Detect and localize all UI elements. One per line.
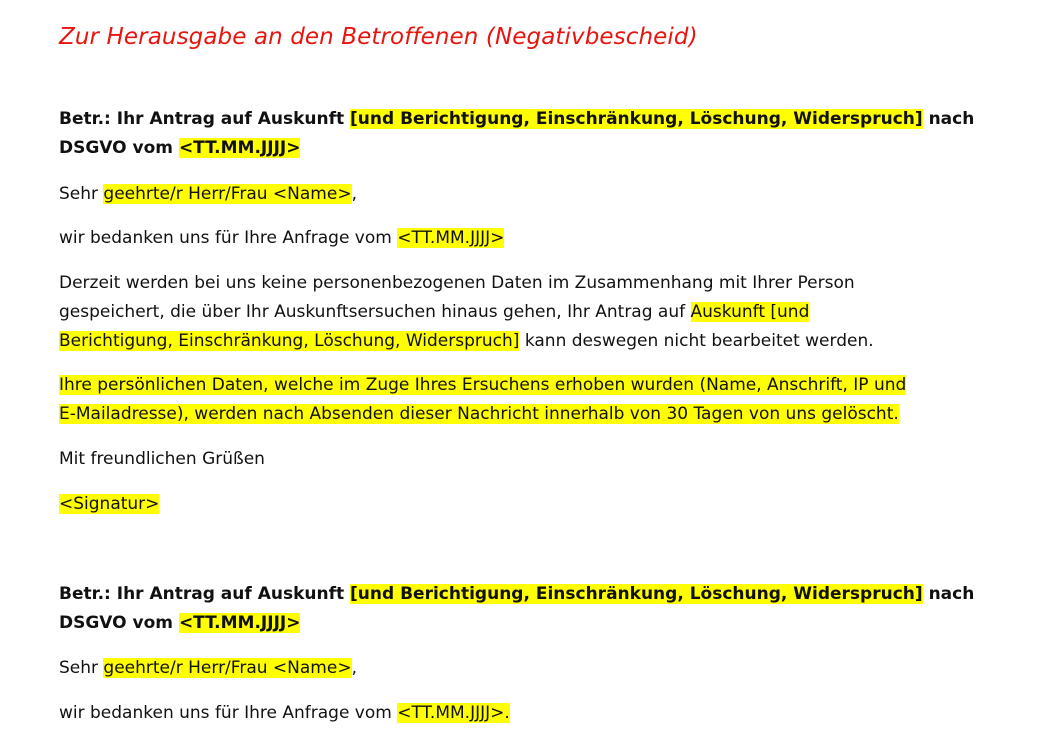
salutation-comma: , — [351, 658, 357, 678]
subject-highlight: [und Berichtigung, Einschränkung, Löschung, Widerspruch] — [350, 109, 923, 129]
letter2-thanks — [59, 699, 510, 728]
subject-text: DSGVO vom — [59, 138, 179, 158]
salutation-text: Sehr — [59, 184, 104, 204]
thanks-text: wir bedanken uns für Ihre Anfrage vom — [59, 228, 398, 248]
subject-text-end: nach — [922, 584, 975, 604]
letter1-body1-line1: Derzeit werden bei uns keine personenbezogenen Daten im Zusammenhang mit Ihrer Person — [59, 273, 855, 293]
body-highlight: Ihre persönlichen Daten, welche im Zuge Ihres Ersuchens erhoben wurden (Name, Anschrift, IP und — [59, 375, 907, 395]
subject-text: Betr.: Ihr Antrag auf Auskunft — [59, 584, 351, 604]
subject-text-end: nach — [922, 109, 975, 129]
letter1-body1-line2 — [59, 298, 809, 327]
letter1-subject-line1 — [59, 105, 974, 134]
salutation-comma: , — [351, 184, 357, 204]
date-placeholder: <TT.MM.JJJJ> — [178, 138, 301, 158]
subject-text: DSGVO vom — [59, 613, 179, 633]
letter1-thanks — [59, 224, 504, 253]
letter1-closing: Mit freundlichen Grüßen — [59, 449, 265, 469]
body-highlight: E-Mailadresse), werden nach Absenden dieser Nachricht innerhalb von 30 Tagen von uns gelöscht. — [59, 404, 899, 424]
thanks-text: wir bedanken uns für Ihre Anfrage vom — [59, 703, 398, 723]
body-highlight: Auskunft [und — [690, 302, 810, 322]
salutation-text: Sehr — [59, 658, 104, 678]
letter1-salutation — [59, 180, 357, 209]
subject-highlight: [und Berichtigung, Einschränkung, Löschung, Widerspruch] — [350, 584, 923, 604]
letter1-signature — [59, 490, 159, 519]
date-placeholder: <TT.MM.JJJJ> — [178, 613, 301, 633]
date-placeholder: <TT.MM.JJJJ> — [397, 228, 505, 248]
body-text: gespeichert, die über Ihr Auskunftsersuchen hinaus gehen, Ihr Antrag auf — [59, 302, 691, 322]
signature-placeholder: <Signatur> — [59, 494, 160, 514]
letter2-subject-line1 — [59, 580, 974, 609]
letter1-subject-line2 — [59, 134, 300, 163]
document-heading: Zur Herausgabe an den Betroffenen (Negativbescheid) — [59, 24, 698, 50]
letter2-subject-line2 — [59, 609, 300, 638]
letter1-body2-line2 — [59, 400, 899, 429]
body-text: kann deswegen nicht bearbeitet werden. — [519, 331, 874, 351]
date-placeholder: <TT.MM.JJJJ>. — [397, 703, 510, 723]
subject-text: Betr.: Ihr Antrag auf Auskunft — [59, 109, 351, 129]
name-placeholder: geehrte/r Herr/Frau <Name> — [103, 658, 352, 678]
letter1-body2-line1 — [59, 371, 906, 400]
body-highlight: Berichtigung, Einschränkung, Löschung, Widerspruch] — [59, 331, 520, 351]
name-placeholder: geehrte/r Herr/Frau <Name> — [103, 184, 352, 204]
letter2-salutation — [59, 654, 357, 683]
letter1-body1-line3 — [59, 327, 874, 356]
